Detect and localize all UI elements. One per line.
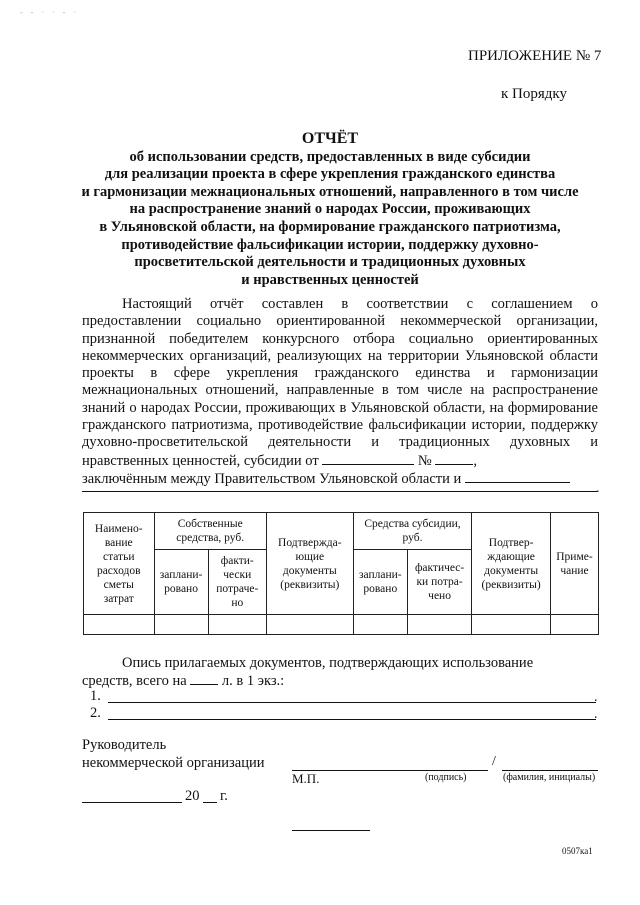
- header-own-planned: заплани- ровано: [154, 550, 208, 615]
- header-own-spent: факти- чески потраче- но: [208, 550, 266, 615]
- header-own-funds: Собственные средства, руб.: [154, 513, 266, 550]
- year-prefix: 20: [185, 788, 200, 804]
- title-line: в Ульяновской области, на формирование гражданского патриотизма,: [99, 218, 561, 235]
- name-field[interactable]: [502, 770, 598, 771]
- date-field[interactable]: [82, 802, 182, 803]
- signature-field[interactable]: [292, 770, 488, 771]
- title-line: противодействие фальсификации истории, поддержку духовно-: [121, 236, 539, 253]
- list-dot-1: .: [594, 690, 598, 705]
- report-body-paragraph: [82, 296, 598, 488]
- table-row: [84, 615, 599, 635]
- body-text: Настоящий отчёт составлен в соответствии с соглашением о предоставлении социально ориентированной некоммерческой организации, признанной победителем конкурсного отбора социально ориентированных некоммерческих организаций, реализующих на территории Ульяновской области проекты в сфере укрепления гражданского единства и гармонизации межнациональных отношений, направленные в том числе на распространение знаний о народах России, проживающих в Ульяновской области, на формирование гражданского патриотизма, противодействие фальсификации истории, поддержку духовно-просветительской деятельности и традиционных духовных и нравственных ценностей, субсидии от: [82, 296, 598, 469]
- appendix-number: ПРИЛОЖЕНИЕ № 7: [468, 48, 602, 64]
- slash: /: [492, 754, 496, 769]
- signatory-line-1: Руководитель: [82, 737, 167, 753]
- inventory-item-1-field[interactable]: [108, 702, 596, 703]
- table-cell[interactable]: [208, 615, 266, 635]
- header-note: Приме- чание: [550, 513, 598, 615]
- report-title: [60, 130, 600, 289]
- title-line: на распространение знаний о народах России, проживающих: [129, 201, 531, 218]
- counterparty-field-1[interactable]: [465, 470, 570, 483]
- table-cell[interactable]: [84, 615, 155, 635]
- table-cell[interactable]: [266, 615, 353, 635]
- list-number-2: 2.: [90, 705, 101, 721]
- expenses-table: [83, 512, 599, 635]
- header-docs-2: Подтвер- ждающие документы (реквизиты): [472, 513, 551, 615]
- signatory-title: [82, 737, 264, 772]
- title-main: ОТЧЁТ: [301, 130, 359, 147]
- list-number-1: 1.: [90, 688, 101, 704]
- inventory-section: [82, 655, 598, 691]
- header-docs-1: Подтвержда- ющие документы (реквизиты): [266, 513, 353, 615]
- title-line: просветительской деятельности и традиционных духовных: [134, 254, 526, 271]
- table-cell[interactable]: [353, 615, 407, 635]
- separator-line: [292, 830, 370, 831]
- title-line: для реализации проекта в сфере укрепления гражданского единства: [104, 166, 556, 183]
- agreement-date-field[interactable]: [322, 452, 414, 465]
- title-line: об использовании средств, предоставленных в виде субсидии: [129, 148, 531, 165]
- inventory-text-b: средств, всего на: [82, 673, 187, 690]
- list-dot-2: .: [594, 707, 598, 722]
- counterparty-field-2[interactable]: [82, 491, 597, 492]
- appendix-reference: к Порядку: [501, 86, 567, 102]
- table-cell[interactable]: [154, 615, 208, 635]
- table-cell[interactable]: [550, 615, 598, 635]
- inventory-item-2-field[interactable]: [108, 719, 596, 720]
- sheets-count-field[interactable]: [190, 672, 218, 685]
- inventory-text-c: л. в 1 экз.:: [221, 673, 285, 690]
- header-sub-spent: фактичес- ки потра- чено: [407, 550, 471, 615]
- header-subsidy-funds: Средства субсидии, руб.: [353, 513, 472, 550]
- signatory-line-2: некоммерческой организации: [82, 754, 265, 771]
- name-caption: (фамилия, инициалы): [503, 772, 596, 783]
- concluded-text: заключённым между Правительством Ульяновской области и: [82, 470, 462, 487]
- signature-caption: (подпись): [425, 772, 467, 783]
- period: .: [596, 481, 600, 496]
- inventory-text-a: Опись прилагаемых документов, подтверждающих использование: [122, 655, 534, 671]
- header-sub-planned: заплани- ровано: [353, 550, 407, 615]
- year-suffix: г.: [220, 788, 228, 804]
- title-line: и нравственных ценностей: [241, 271, 419, 288]
- table-cell[interactable]: [407, 615, 471, 635]
- scan-noise-marks: - - · · - ·: [20, 8, 79, 17]
- year-field[interactable]: [203, 802, 217, 803]
- document-code: 0507ка1: [562, 846, 593, 856]
- agreement-number-field[interactable]: [435, 452, 473, 465]
- comma: ,: [473, 452, 477, 469]
- stamp-mark: М.П.: [292, 771, 320, 786]
- number-sign: №: [417, 452, 432, 469]
- header-item: Наимено- вание статьи расходов сметы затрат: [84, 513, 155, 615]
- table-cell[interactable]: [472, 615, 551, 635]
- title-line: и гармонизации межнациональных отношений, направленного в том числе: [81, 183, 579, 200]
